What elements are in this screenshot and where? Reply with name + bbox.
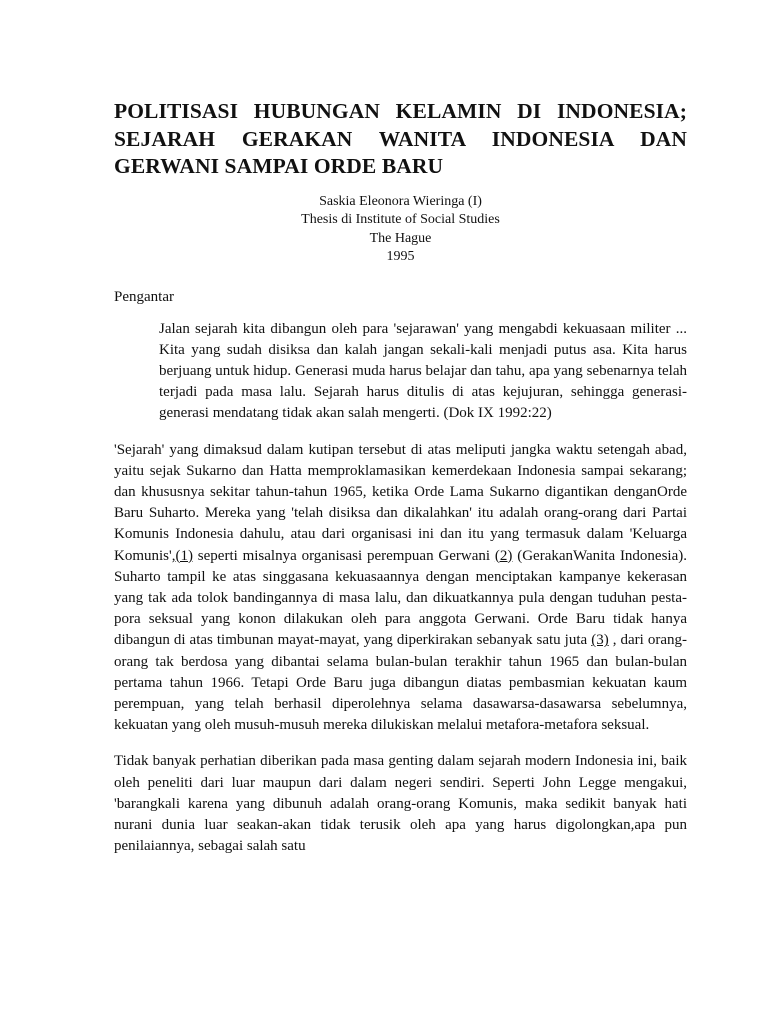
author-name: Saskia Eleonora Wieringa (I) (319, 193, 482, 209)
year-line: 1995 (386, 249, 415, 264)
footnote-ref-2[interactable]: (2) (494, 547, 513, 564)
document-title: POLITISASI HUBUNGAN KELAMIN DI INDONESIA; SEJARAH GERAKAN WANITA INDONESIA DAN GERWANI SAMPAI ORDE BARU (114, 99, 687, 178)
block-quote: Jalan sejarah kita dibangun oleh para 'sejarawan' yang mengabdi kekuasaan militer ... Kita yang sudah disiksa dan kalah jangan sekali-kali menjadi putus asa. Kita harus berjuang untuk hidup. Generasi muda harus belajar dan tahu, apa yang sebenarnya telah terjadi pada masa lalu. Sejarah harus ditulis di atas kejujuran, sehingga generasi-generasi mendatang tidak akan salah mengerti. (Dok IX 1992:22) (159, 320, 687, 421)
place-line: The Hague (369, 230, 432, 246)
paragraph-2: Tidak banyak perhatian diberikan pada masa genting dalam sejarah modern Indonesia ini, baik oleh peneliti dari luar maupun dari dalam negeri sendiri. Seperti John Legge mengakui, 'barangkali karena yang dibunuh adalah orang-orang Komunis, maka sedikit banyak hati nurani dunia luar seakan-akan tidak terusik oleh apa yang harus digolongkan,apa pun penilaiannya, sebagai salah satu (114, 753, 687, 855)
paragraph-1 (114, 440, 687, 737)
document-page (114, 98, 687, 857)
paragraph-1-text-c: (GerakanWanita Indonesia). Suharto tampil ke atas singgasana kekuasaannya dengan menciptakan kampanye kekerasan yang tak ada tolok bandingannya di masa lalu, dan dikuatkannya pula dengan tuduhan pesta-pora seksual yang konon dilakukan oleh para anggota Gerwani. Orde Baru tidak hanya dibangun di atas timbunan mayat-mayat, yang diperkirakan sebanyak satu juta (114, 547, 688, 649)
paragraph-1-text-b: seperti misalnya organisasi perempuan Gerwani (192, 547, 495, 564)
footnote-ref-1[interactable]: (1) (175, 547, 193, 564)
paragraph-1-text-a: 'Sejarah' yang dimaksud dalam kutipan tersebut di atas meliputi jangka waktu setengah abad, yaitu sejak Sukarno dan Hatta memproklamasikan kemerdekaan Indonesia sampai sekarang; dan khususnya sekitar tahun-tahun 1965, ketika Orde Lama Sukarno digantikan denganOrde Baru Suharto. Mereka yang 'telah disiksa dan dikalahkan' itu adalah orang-orang dari Partai Komunis Indonesia dahulu, atau dari organisasi ini dan itu yang termasuk dalam 'Keluarga Komunis', (114, 441, 687, 564)
thesis-line: Thesis di Institute of Social Studies (301, 212, 500, 227)
byline (114, 193, 687, 267)
section-heading: Pengantar (114, 288, 174, 305)
paragraph-1-text-d: , dari orang-orang tak berdosa yang dibantai selama bulan-bulan terakhir tahun 1965 dan bulan-bulan pertama tahun 1966. Tetapi Orde Baru juga dibangun diatas pembasmian kekuatan kaum perempuan, yang telah berhasil diperolehnya selama dasawarsa-dasawarsa sebelumnya, kekuatan yang oleh musuh-musuh mereka dilukiskan melalui metafora-metafora seksual. (114, 632, 687, 734)
footnote-ref-3[interactable]: (3) (591, 632, 609, 649)
